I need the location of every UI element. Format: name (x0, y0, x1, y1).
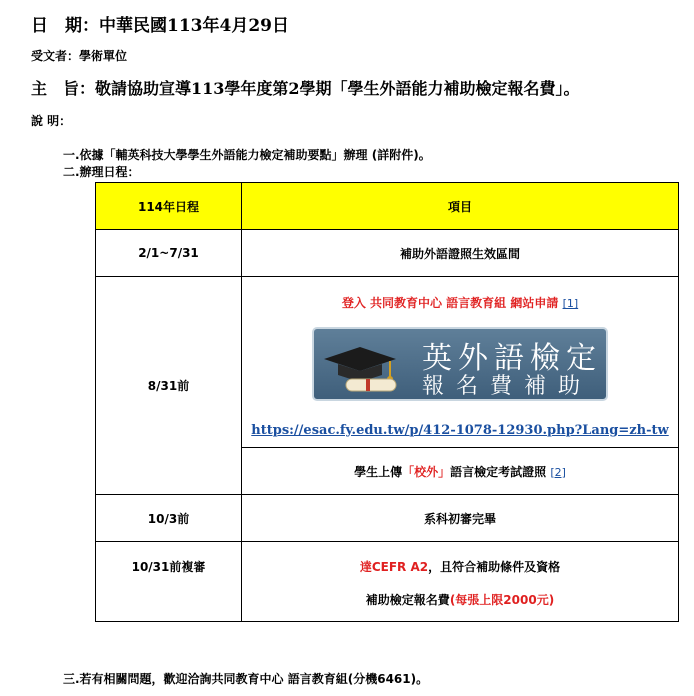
date-label: 日 期： (31, 16, 99, 36)
row-item: 補助外語證照生效區間 (242, 230, 679, 277)
table-row (96, 277, 679, 448)
banner-subtitle: 報名費補助 (422, 374, 593, 399)
row-date: 10/3前 (96, 495, 242, 542)
item-1: 一.依據「輔英科技大學學生外語能力檢定補助要點」辦理 (詳附件)。 (63, 148, 431, 162)
item-3: 三.若有相關問題，歡迎洽詢共同教育中心 語言教育組(分機6461)。 (63, 672, 429, 686)
upload-text-red: 「校外」 (402, 464, 451, 479)
subject-label: 主 旨： (31, 79, 96, 98)
upload-text-post: 語言檢定考試證照 (450, 464, 547, 479)
row-item-apply (242, 277, 679, 448)
graduation-cap-diploma-icon (316, 335, 416, 399)
row-item: 系科初審完畢 (242, 495, 679, 542)
reference-link-2[interactable]: [2] (550, 465, 566, 479)
table-row (96, 495, 679, 542)
table-header-row (96, 183, 679, 230)
row-date: 8/31前 (96, 277, 242, 495)
subject-line (31, 76, 580, 99)
fee-text: 補助檢定報名費 (365, 593, 450, 607)
row-date-text: 10/31前複審 (131, 560, 206, 574)
subsidy-banner[interactable] (312, 327, 608, 401)
website-url-link[interactable]: https://esac.fy.edu.tw/p/412-1078-12930.php?Lang=zh-tw (251, 423, 669, 438)
date-value: 中華民國113年4月29日 (99, 16, 289, 36)
row-date: 2/1~7/31 (96, 230, 242, 277)
table-row (96, 542, 679, 622)
banner-title: 英外語檢定 (422, 341, 602, 376)
apply-text: 登入 共同教育中心 語言教育組 網站申請 (341, 296, 559, 310)
schedule-table (95, 182, 679, 622)
header-item: 項目 (242, 183, 679, 230)
row-item-final (242, 542, 679, 622)
cefr-text: 達CEFR A2 (359, 560, 429, 574)
item-2: 二.辦理日程： (63, 165, 140, 179)
row-item-upload (242, 448, 679, 495)
date-line (31, 11, 289, 36)
reference-link-1[interactable]: [1] (562, 297, 579, 310)
upload-text-pre: 學生上傳 (354, 464, 403, 479)
cefr-condition: ，且符合補助條件及資格 (428, 560, 561, 574)
explanation-label: 說 明： (31, 114, 72, 128)
subject-value: 敬請協助宣導113學年度第2學期「學生外語能力補助檢定報名費」。 (95, 79, 580, 98)
table-row (96, 230, 679, 277)
fee-limit: (每張上限2000元) (449, 593, 555, 607)
row-date (96, 542, 242, 622)
header-date: 114年日程 (96, 183, 242, 230)
recipient: 受文者：學術單位 (31, 49, 128, 63)
